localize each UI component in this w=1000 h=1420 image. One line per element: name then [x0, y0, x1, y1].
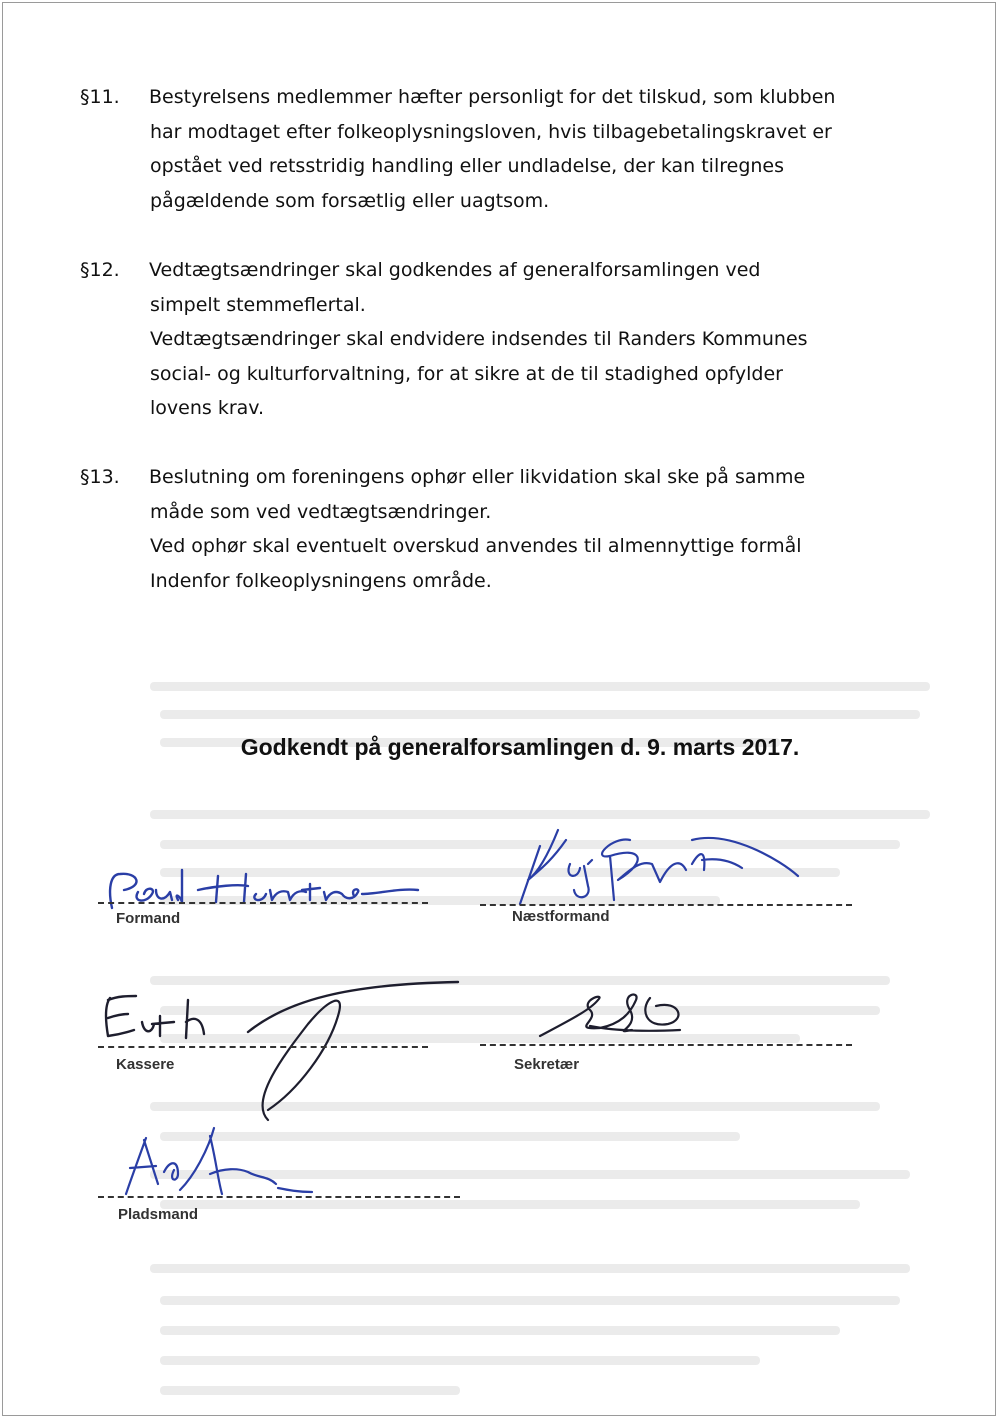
- handwritten-signature: [480, 980, 860, 1050]
- section-line: opstået ved retsstridig handling eller undladelse, der kan tilregnes: [150, 155, 785, 178]
- section-line: har modtaget efter folkeoplysningsloven, hvis tilbagebetalingskravet er: [150, 120, 832, 143]
- approval-statement: Godkendt på generalforsamlingen d. 9. marts 2017.: [240, 734, 800, 760]
- signature-label: Kassere: [116, 1056, 175, 1073]
- section-line: simpelt stemmeflertal.: [150, 293, 366, 316]
- section-number: §11.: [80, 86, 120, 108]
- signature-line: [480, 1044, 852, 1046]
- section-text: [150, 253, 910, 426]
- section-number: §13.: [80, 466, 120, 488]
- signature-label: Pladsmand: [118, 1206, 199, 1223]
- section-line: social- og kulturforvaltning, for at sikre at de til stadighed opfylder: [150, 362, 783, 385]
- section-line: lovens krav.: [150, 397, 265, 420]
- signature-formand: [98, 860, 438, 940]
- handwritten-signature: [480, 820, 860, 910]
- signature-label: Formand: [116, 910, 181, 927]
- signature-line: [98, 902, 428, 904]
- handwritten-signature: [98, 1120, 478, 1200]
- section-line: Ved ophør skal eventuelt overskud anvendes til almennyttige formål: [150, 535, 802, 558]
- signature-pladsmand: [98, 1120, 478, 1230]
- section-text: [150, 460, 910, 598]
- section-text: [150, 80, 910, 218]
- signature-label: Næstformand: [512, 908, 610, 925]
- section-line: måde som ved vedtægtsændringer.: [150, 500, 492, 523]
- section-line: Vedtægtsændringer skal endvidere indsendes til Randers Kommunes: [150, 328, 808, 351]
- section-line: Bestyrelsens medlemmer hæfter personligt for det tilskud, som klubben: [149, 86, 836, 108]
- signature-line: [480, 904, 852, 906]
- signature-line: [98, 1046, 428, 1048]
- signature-label: Sekretær: [514, 1056, 580, 1073]
- section-line: Vedtægtsændringer skal godkendes af generalforsamlingen ved: [149, 259, 761, 281]
- section-line: pågældende som forsætlig eller uagtsom.: [150, 189, 550, 212]
- signature-line: [98, 1196, 460, 1198]
- section-line: Indenfor folkeoplysningens område.: [150, 569, 492, 592]
- section-line: Beslutning om foreningens ophør eller likvidation skal ske på samme: [149, 466, 806, 488]
- signature-naestformand: [480, 820, 860, 930]
- section-number: §12.: [80, 259, 120, 281]
- signature-sekretaer: [480, 980, 860, 1080]
